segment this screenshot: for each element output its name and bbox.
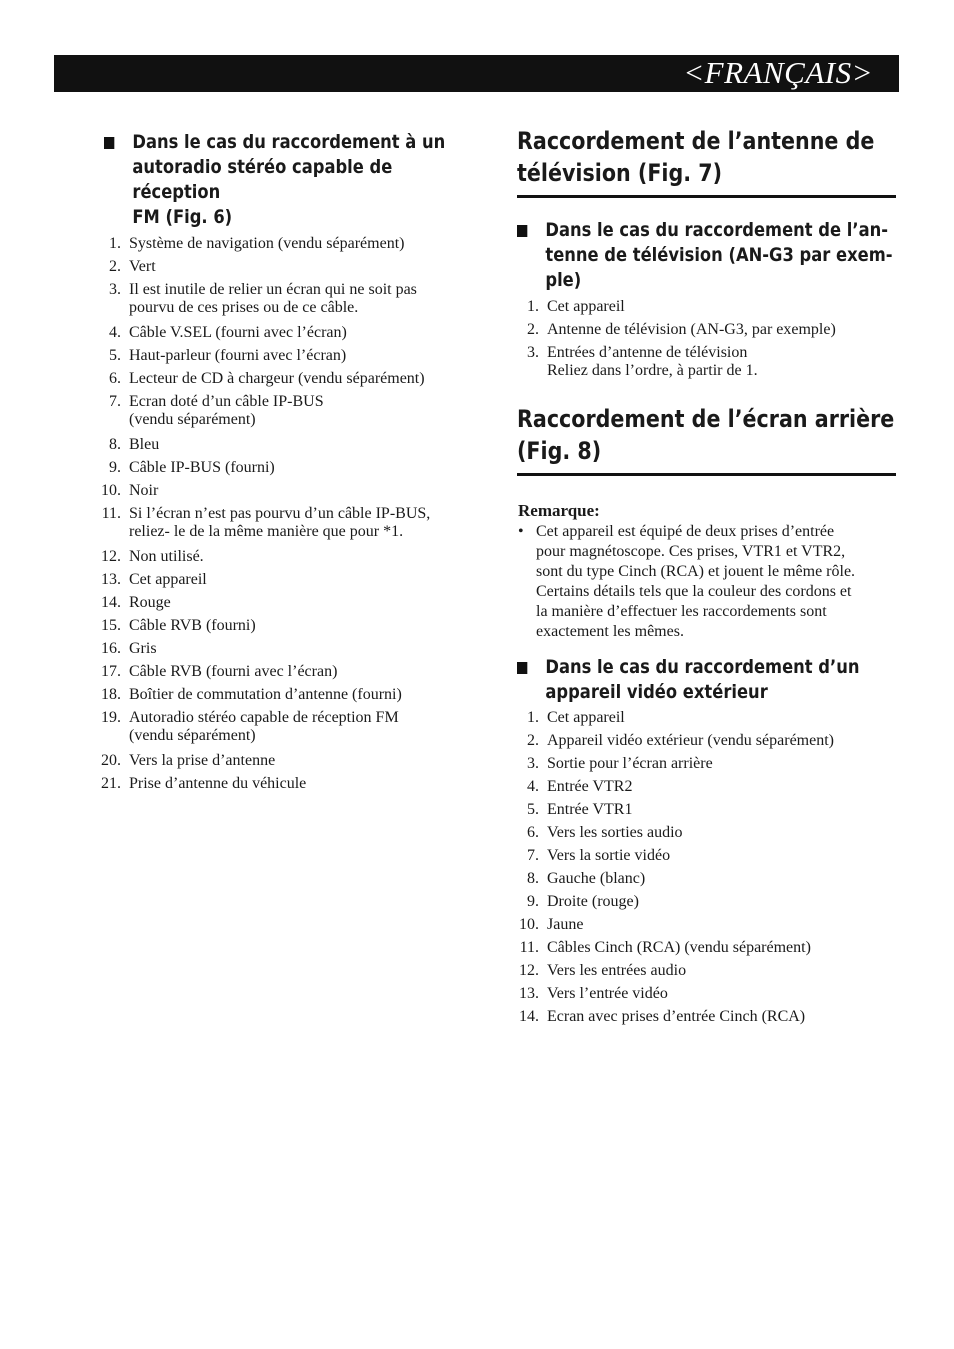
- external-video-parts-list: [517, 706, 897, 1028]
- list-item: [99, 278, 484, 321]
- heading-line: Raccordement de l’écran arrière: [517, 405, 895, 433]
- item-text: Vert: [129, 258, 156, 275]
- item-text: Câble IP-BUS (fourni): [129, 459, 275, 476]
- item-number: 13.: [101, 571, 121, 588]
- item-number: 3.: [109, 281, 121, 298]
- item-text: Boîtier de commutation d’antenne (fourni): [129, 686, 402, 703]
- list-item: [517, 867, 897, 890]
- tv-antenna-sub-heading: [517, 218, 895, 293]
- list-item: [517, 295, 897, 318]
- list-item: [99, 433, 484, 456]
- item-number: 5.: [109, 347, 121, 364]
- section-rule: [517, 195, 896, 198]
- item-text: Haut-parleur (fourni avec l’écran): [129, 347, 347, 364]
- item-number: 11.: [101, 505, 121, 522]
- square-bullet-icon: [104, 137, 114, 149]
- remark-line: la manière d’effectuer les raccordements sont: [536, 603, 827, 620]
- list-item: [99, 591, 484, 614]
- item-text: Vers les sorties audio: [547, 824, 683, 841]
- item-number: 10.: [101, 482, 121, 499]
- remark-note: [517, 522, 897, 642]
- item-number: 16.: [101, 640, 121, 657]
- item-text: Prise d’antenne du véhicule: [129, 775, 307, 792]
- heading-line: télévision (Fig. 7): [517, 159, 723, 187]
- item-text: Ecran doté d’un câble IP-BUS: [129, 393, 324, 410]
- item-number: 20.: [101, 752, 121, 769]
- item-number: 6.: [109, 370, 121, 387]
- list-item: [517, 959, 897, 982]
- item-number: 3.: [527, 344, 539, 361]
- list-item: [99, 660, 484, 683]
- heading-line: (Fig. 8): [517, 437, 602, 465]
- item-number: 17.: [101, 663, 121, 680]
- item-text: Antenne de télévision (AN-G3, par exemple): [547, 321, 836, 338]
- item-number: 19.: [101, 709, 121, 726]
- heading-line: Dans le cas du raccordement à un: [132, 131, 446, 153]
- item-text: Jaune: [547, 916, 584, 933]
- item-number: 18.: [101, 686, 121, 703]
- heading-line: FM (Fig. 6): [132, 206, 233, 228]
- item-number: 1.: [109, 235, 121, 252]
- list-item: [99, 568, 484, 591]
- remark-line: exactement les mêmes.: [536, 623, 684, 640]
- item-text: Vers les entrées audio: [547, 962, 687, 979]
- item-text: Câbles Cinch (RCA) (vendu séparément): [547, 939, 811, 956]
- list-item: [517, 318, 897, 341]
- item-text: Si l’écran n’est pas pourvu d’un câble IP-BUS,: [129, 505, 431, 522]
- list-item: [517, 729, 897, 752]
- list-item: [99, 502, 484, 545]
- item-text: Il est inutile de relier un écran qui ne soit pas: [129, 281, 417, 298]
- item-continuation: reliez- le de la même manière que pour *1.: [129, 523, 404, 540]
- item-number: 21.: [101, 775, 121, 792]
- item-continuation: Reliez dans l’ordre, à partir de 1.: [547, 362, 758, 379]
- list-item: [99, 456, 484, 479]
- remark-title: Remarque:: [518, 501, 600, 520]
- list-item: [517, 821, 897, 844]
- list-item: [517, 752, 897, 775]
- item-number: 3.: [527, 755, 539, 772]
- item-text: Entrée VTR2: [547, 778, 633, 795]
- list-item: [517, 1005, 897, 1028]
- list-item: [99, 479, 484, 502]
- item-number: 2.: [527, 321, 539, 338]
- item-number: 1.: [527, 298, 539, 315]
- list-item: [99, 367, 484, 390]
- item-text: Vers la prise d’antenne: [129, 752, 276, 769]
- remark-line: sont du type Cinch (RCA) et jouent le même rôle.: [536, 563, 856, 580]
- item-number: 12.: [519, 962, 539, 979]
- item-text: Non utilisé.: [129, 548, 204, 565]
- list-item: [99, 749, 484, 772]
- item-number: 13.: [519, 985, 539, 1002]
- language-title: <FRANÇAIS>: [683, 55, 873, 90]
- language-header-bar: [54, 55, 899, 92]
- item-number: 14.: [519, 1008, 539, 1025]
- heading-line: Dans le cas du raccordement d’un: [545, 656, 860, 678]
- list-item: [517, 844, 897, 867]
- list-item: [517, 982, 897, 1005]
- list-item: [99, 232, 484, 255]
- item-number: 6.: [527, 824, 539, 841]
- item-text: Autoradio stéréo capable de réception FM: [129, 709, 399, 726]
- item-text: Ecran avec prises d’entrée Cinch (RCA): [547, 1008, 806, 1025]
- item-number: 9.: [527, 893, 539, 910]
- list-item: [517, 913, 897, 936]
- list-item: [517, 775, 897, 798]
- item-number: 2.: [527, 732, 539, 749]
- list-item: [99, 706, 484, 749]
- tv-antenna-heading: [517, 125, 895, 189]
- heading-line: autoradio stéréo capable de réception: [132, 156, 393, 203]
- item-text: Rouge: [129, 594, 171, 611]
- item-text: Noir: [129, 482, 159, 499]
- heading-line: tenne de télévision (AN-G3 par exem-: [545, 244, 893, 266]
- remark-line: Certains détails tels que la couleur des cordons et: [536, 583, 852, 600]
- item-number: 10.: [519, 916, 539, 933]
- item-number: 12.: [101, 548, 121, 565]
- external-video-sub-heading: [517, 655, 895, 705]
- list-item: [99, 344, 484, 367]
- item-text: Cet appareil: [547, 298, 625, 315]
- item-number: 14.: [101, 594, 121, 611]
- item-continuation: (vendu séparément): [129, 727, 256, 744]
- item-text: Vers l’entrée vidéo: [547, 985, 668, 1002]
- item-number: 7.: [527, 847, 539, 864]
- item-text: Sortie pour l’écran arrière: [547, 755, 713, 772]
- list-item: [517, 890, 897, 913]
- item-text: Système de navigation (vendu séparément): [129, 235, 405, 252]
- item-number: 5.: [527, 801, 539, 818]
- item-continuation: pourvu de ces prises ou de ce câble.: [129, 299, 359, 316]
- item-text: Gauche (blanc): [547, 870, 646, 887]
- list-item: [99, 390, 484, 433]
- item-number: 4.: [109, 324, 121, 341]
- item-text: Appareil vidéo extérieur (vendu séparément): [547, 732, 834, 749]
- heading-line: Raccordement de l’antenne de: [517, 127, 875, 155]
- item-text: Lecteur de CD à chargeur (vendu séparément): [129, 370, 425, 387]
- item-number: 15.: [101, 617, 121, 634]
- heading-line: ple): [545, 269, 582, 291]
- list-item: [99, 772, 484, 795]
- item-text: Câble V.SEL (fourni avec l’écran): [129, 324, 347, 341]
- rear-display-heading: [517, 403, 895, 467]
- item-continuation: (vendu séparément): [129, 411, 256, 428]
- list-item: [99, 255, 484, 278]
- list-item: [517, 798, 897, 821]
- section-rule: [517, 473, 896, 476]
- list-item: [99, 545, 484, 568]
- item-text: Droite (rouge): [547, 893, 639, 910]
- remark-line: Cet appareil est équipé de deux prises d’entrée: [536, 523, 835, 540]
- list-item: [517, 936, 897, 959]
- item-number: 11.: [519, 939, 539, 956]
- item-number: 1.: [527, 709, 539, 726]
- item-text: Gris: [129, 640, 157, 657]
- heading-line: Dans le cas du raccordement de l’an-: [545, 219, 889, 241]
- left-column: [101, 130, 484, 795]
- list-item: [99, 614, 484, 637]
- bullet-dot-icon: •: [518, 523, 524, 540]
- item-text: Entrées d’antenne de télévision: [547, 344, 748, 361]
- list-item: [99, 637, 484, 660]
- item-number: 8.: [109, 436, 121, 453]
- item-number: 4.: [527, 778, 539, 795]
- right-column: [517, 125, 897, 1028]
- list-item: [99, 321, 484, 344]
- item-text: Câble RVB (fourni avec l’écran): [129, 663, 338, 680]
- list-item: [517, 706, 897, 729]
- item-text: Cet appareil: [547, 709, 625, 726]
- item-text: Vers la sortie vidéo: [547, 847, 671, 864]
- item-text: Cet appareil: [129, 571, 207, 588]
- list-item: [99, 683, 484, 706]
- item-number: 2.: [109, 258, 121, 275]
- heading-line: appareil vidéo extérieur: [545, 681, 768, 703]
- fm-radio-section-heading: [104, 130, 482, 230]
- fm-radio-parts-list: [99, 232, 484, 795]
- remark-line: pour magnétoscope. Ces prises, VTR1 et VTR2,: [536, 543, 846, 560]
- square-bullet-icon: [517, 225, 527, 237]
- item-text: Bleu: [129, 436, 160, 453]
- item-number: 9.: [109, 459, 121, 476]
- item-text: Entrée VTR1: [547, 801, 633, 818]
- item-number: 7.: [109, 393, 121, 410]
- item-text: Câble RVB (fourni): [129, 617, 256, 634]
- square-bullet-icon: [517, 662, 527, 674]
- list-item: [517, 341, 897, 384]
- tv-antenna-parts-list: [517, 295, 897, 384]
- item-number: 8.: [527, 870, 539, 887]
